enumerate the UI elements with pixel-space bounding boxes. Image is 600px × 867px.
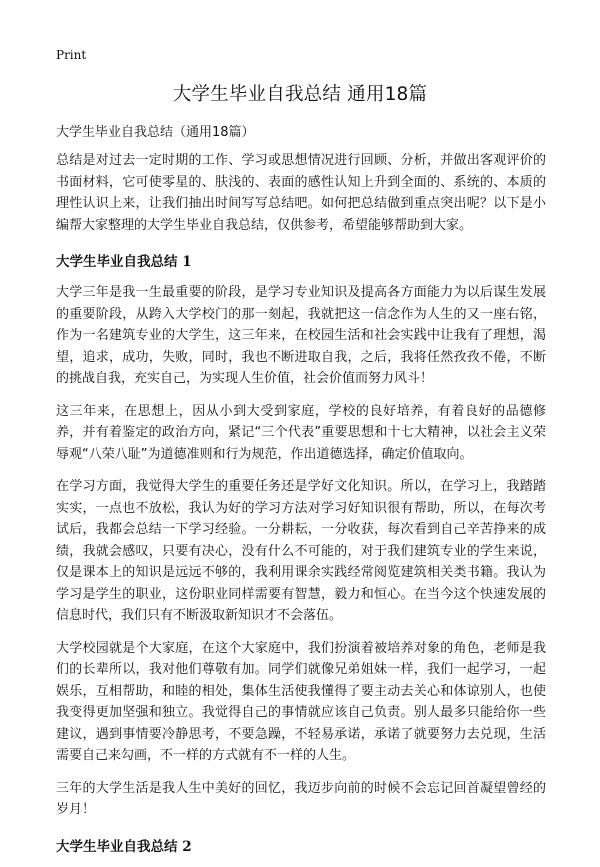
section-heading-2: 大学生毕业自我总结 2 — [56, 838, 192, 855]
section-1-paragraph-4: 大学校园就是个大家庭，在这个大家庭中，我们扮演着被培养对象的角色，老师是我们的长辈所以，我对他们尊敬有加。同学们就像兄弟姐妹一样，我们一起学习，一起娱乐，互相帮助，和睦的相处，集体生活使我懂得了要主动去关心和体谅别人，也使我变得更加坚强和独立。我觉得自己的事情就应该自己负责。别人最多只能给你一些建议，遇到事情要冷静思考，不要急躁，不轻易承诺，承诺了就要努力去兑现，生活需要自己来勾画，不一样的方式就有不一样的人生。 — [56, 640, 546, 763]
intro-paragraph: 总结是对过去一定时期的工作、学习或思想情况进行回顾、分析，并做出客观评价的书面材料，它可使零星的、肤浅的、表面的感性认知上升到全面的、系统的、本质的理性认识上来，让我们抽出时间写写总结吧。如何把总结做到重点突出呢？以下是小编帮大家整理的大学生毕业自我总结，仅供参考，希望能够帮助到大家。 — [56, 153, 546, 233]
document-body — [56, 150, 546, 867]
section-1-paragraph-1: 大学三年是我一生最重要的阶段，是学习专业知识及提高各方面能力为以后谋生发展的重要阶段，从跨入大学校门的那一刻起，我就把这一信念作为人生的又一座右铭，作为一名建筑专业的大学生，这三年来，在校园生活和社会实践中让我有了理想，渴望，追求，成功，失败，同时，我也不断进取自我，之后，我将任然孜孜不倦，不断的挑战自我，充实自己，为实现人生价值，社会价值而努力风斗！ — [56, 285, 546, 386]
document-subtitle: 大学生毕业自我总结（通用18篇） — [56, 125, 255, 140]
section-heading-1: 大学生毕业自我总结 1 — [56, 254, 192, 270]
page-title: 大学生毕业自我总结 通用18篇 — [172, 84, 428, 105]
section-1-paragraph-5: 三年的大学生活是我人生中美好的回忆，我迈步向前的时候不会忘记回首凝望曾经的岁月！ — [56, 780, 546, 817]
section-1-paragraph-3: 在学习方面，我觉得大学生的重要任务还是学好文化知识。所以，在学习上，我踏踏实实，一点也不放松，我认为好的学习方法对学习好知识很有帮助，所以，在每次考试后，我都会总结一下学习经验。一分耕耘，一分收获，每次看到自己辛苦挣来的成绩，我就会感叹，只要有决心，没有什么不可能的，对于我们建筑专业的学生来说，仅是课本上的知识是远远不够的，我利用课余实践经常阅览建筑相关类书籍。我认为学习是学生的职业，这份职业同样需要有智慧，毅力和恒心。在当今这个快速发展的信息时代，我们只有不断汲取新知识才不会落伍。 — [56, 479, 546, 623]
section-1-paragraph-2: 这三年来，在思想上，因从小到大受到家庭，学校的良好培养，有着良好的品德修养，并有着鉴定的政治方向，紧记“三个代表”重要思想和十七大精神，以社会主义荣辱观“八荣八耻”为道德准则和行为规范，作出道德选择，确定价值取向。 — [56, 403, 546, 462]
print-link[interactable]: Print — [56, 48, 87, 62]
